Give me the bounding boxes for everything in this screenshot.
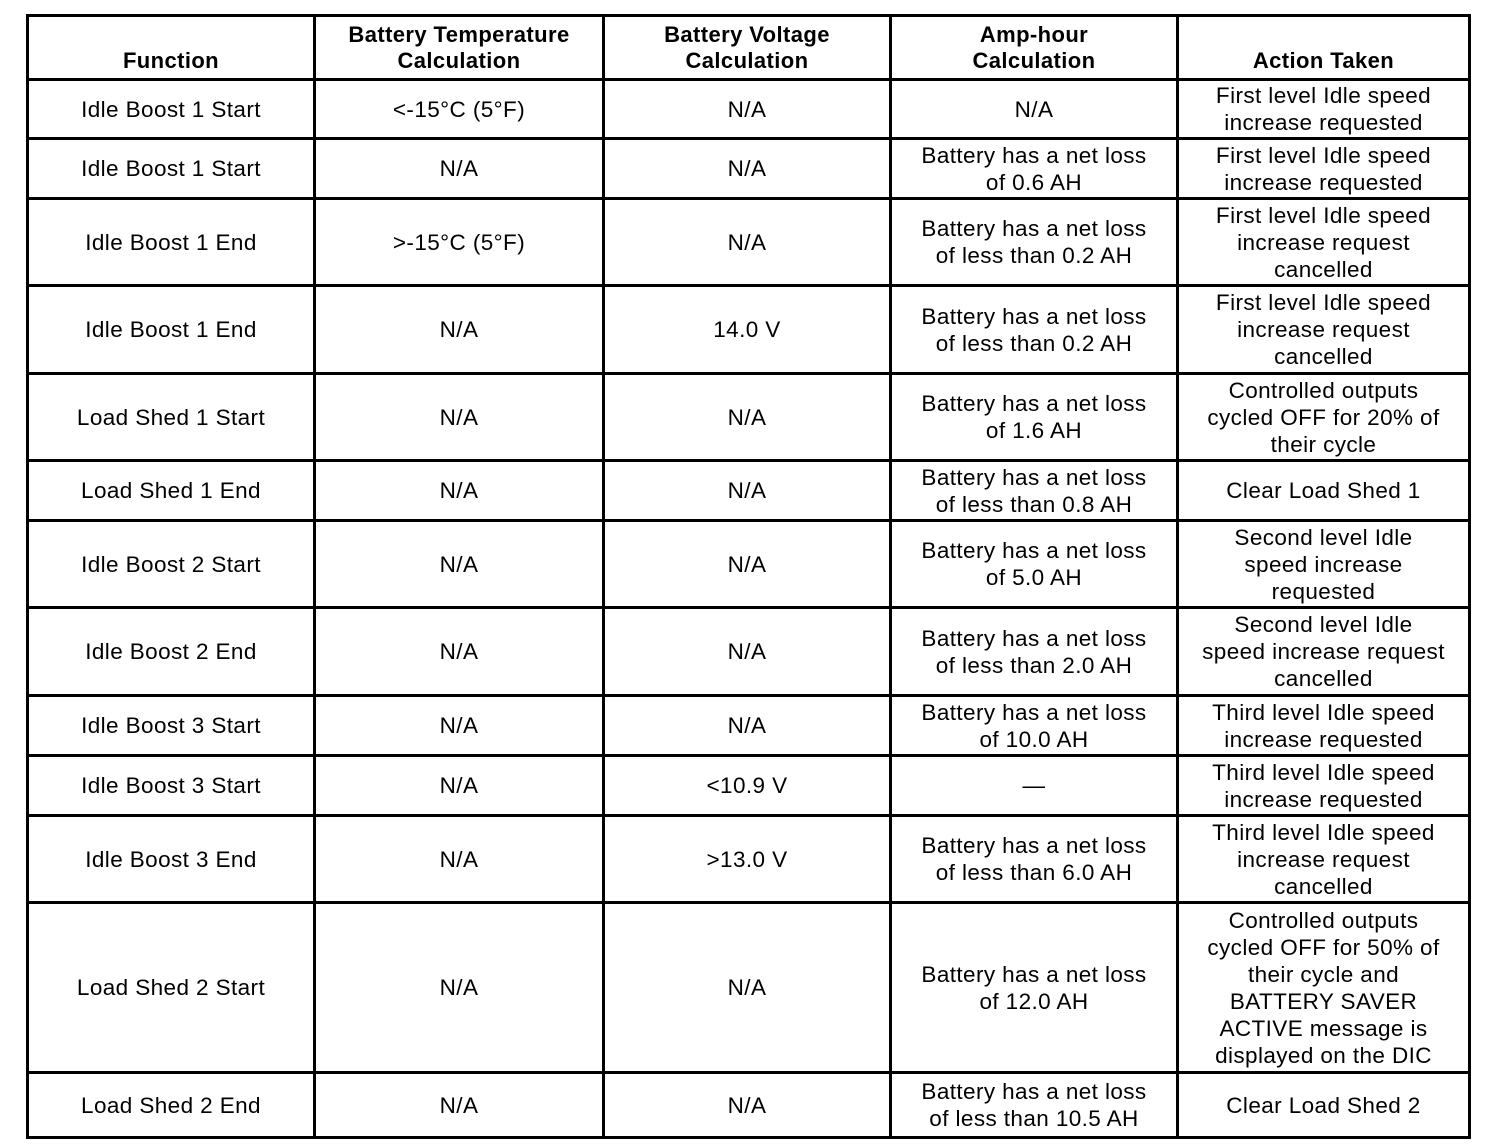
- temperature-cell: N/A: [315, 903, 604, 1073]
- function-cell: Load Shed 2 End: [28, 1073, 315, 1138]
- voltage-cell: N/A: [604, 1073, 891, 1138]
- action-cell: Clear Load Shed 2: [1178, 1073, 1470, 1138]
- amp-hour-cell: Battery has a net loss of less than 0.2 AH: [891, 199, 1178, 286]
- function-cell: Idle Boost 2 End: [28, 608, 315, 696]
- header-battery-temperature: Battery Temperature Calculation: [315, 16, 604, 80]
- function-cell: Idle Boost 2 Start: [28, 521, 315, 608]
- temperature-cell: N/A: [315, 1073, 604, 1138]
- amp-hour-cell: Battery has a net loss of less than 0.8 AH: [891, 461, 1178, 521]
- voltage-cell: N/A: [604, 608, 891, 696]
- function-cell: Load Shed 1 Start: [28, 374, 315, 461]
- action-cell: Controlled outputs cycled OFF for 50% of their cycle and BATTERY SAVER ACTIVE message is displayed on the DIC: [1178, 903, 1470, 1073]
- voltage-cell: <10.9 V: [604, 756, 891, 816]
- amp-hour-cell: Battery has a net loss of 5.0 AH: [891, 521, 1178, 608]
- amp-hour-cell: Battery has a net loss of 0.6 AH: [891, 139, 1178, 199]
- temperature-cell: N/A: [315, 608, 604, 696]
- voltage-cell: N/A: [604, 139, 891, 199]
- function-cell: Idle Boost 1 Start: [28, 80, 315, 139]
- header-battery-voltage: Battery Voltage Calculation: [604, 16, 891, 80]
- action-cell: Second level Idle speed increase request cancelled: [1178, 608, 1470, 696]
- table-row: [28, 461, 1470, 521]
- voltage-cell: N/A: [604, 199, 891, 286]
- header-function: Function: [28, 16, 315, 80]
- amp-hour-cell: Battery has a net loss of less than 0.2 AH: [891, 286, 1178, 374]
- action-cell: First level Idle speed increase request cancelled: [1178, 286, 1470, 374]
- table-row: [28, 199, 1470, 286]
- table-row: [28, 139, 1470, 199]
- function-cell: Idle Boost 3 Start: [28, 756, 315, 816]
- battery-function-table: [26, 14, 1471, 1139]
- voltage-cell: >13.0 V: [604, 816, 891, 903]
- function-cell: Load Shed 1 End: [28, 461, 315, 521]
- action-cell: Third level Idle speed increase request cancelled: [1178, 816, 1470, 903]
- table-row: [28, 756, 1470, 816]
- header-amp-hour: Amp-hour Calculation: [891, 16, 1178, 80]
- function-cell: Idle Boost 1 End: [28, 286, 315, 374]
- temperature-cell: N/A: [315, 521, 604, 608]
- function-cell: Idle Boost 1 End: [28, 199, 315, 286]
- amp-hour-cell: —: [891, 756, 1178, 816]
- temperature-cell: N/A: [315, 756, 604, 816]
- temperature-cell: N/A: [315, 461, 604, 521]
- amp-hour-cell: Battery has a net loss of 10.0 AH: [891, 696, 1178, 756]
- action-cell: Third level Idle speed increase requested: [1178, 756, 1470, 816]
- function-cell: Load Shed 2 Start: [28, 903, 315, 1073]
- temperature-cell: N/A: [315, 816, 604, 903]
- amp-hour-cell: Battery has a net loss of less than 6.0 AH: [891, 816, 1178, 903]
- voltage-cell: 14.0 V: [604, 286, 891, 374]
- temperature-cell: N/A: [315, 696, 604, 756]
- table-row: [28, 608, 1470, 696]
- table-row: [28, 816, 1470, 903]
- table-row: [28, 286, 1470, 374]
- action-cell: Third level Idle speed increase requested: [1178, 696, 1470, 756]
- temperature-cell: N/A: [315, 139, 604, 199]
- table-row: [28, 521, 1470, 608]
- voltage-cell: N/A: [604, 696, 891, 756]
- voltage-cell: N/A: [604, 461, 891, 521]
- temperature-cell: N/A: [315, 286, 604, 374]
- action-cell: First level Idle speed increase requested: [1178, 80, 1470, 139]
- amp-hour-cell: Battery has a net loss of less than 10.5 AH: [891, 1073, 1178, 1138]
- header-row: [28, 16, 1470, 80]
- voltage-cell: N/A: [604, 80, 891, 139]
- table-row: [28, 80, 1470, 139]
- battery-function-table-frame: [26, 14, 1468, 1136]
- temperature-cell: <-15°C (5°F): [315, 80, 604, 139]
- function-cell: Idle Boost 1 Start: [28, 139, 315, 199]
- amp-hour-cell: Battery has a net loss of 12.0 AH: [891, 903, 1178, 1073]
- voltage-cell: N/A: [604, 903, 891, 1073]
- voltage-cell: N/A: [604, 374, 891, 461]
- voltage-cell: N/A: [604, 521, 891, 608]
- table-row: [28, 696, 1470, 756]
- action-cell: Second level Idle speed increase requested: [1178, 521, 1470, 608]
- amp-hour-cell: Battery has a net loss of less than 2.0 AH: [891, 608, 1178, 696]
- amp-hour-cell: Battery has a net loss of 1.6 AH: [891, 374, 1178, 461]
- function-cell: Idle Boost 3 Start: [28, 696, 315, 756]
- table-row: [28, 1073, 1470, 1138]
- temperature-cell: >-15°C (5°F): [315, 199, 604, 286]
- action-cell: First level Idle speed increase request cancelled: [1178, 199, 1470, 286]
- amp-hour-cell: N/A: [891, 80, 1178, 139]
- header-action-taken: Action Taken: [1178, 16, 1470, 80]
- table-row: [28, 903, 1470, 1073]
- action-cell: Clear Load Shed 1: [1178, 461, 1470, 521]
- table-row: [28, 374, 1470, 461]
- temperature-cell: N/A: [315, 374, 604, 461]
- action-cell: Controlled outputs cycled OFF for 20% of their cycle: [1178, 374, 1470, 461]
- function-cell: Idle Boost 3 End: [28, 816, 315, 903]
- action-cell: First level Idle speed increase requested: [1178, 139, 1470, 199]
